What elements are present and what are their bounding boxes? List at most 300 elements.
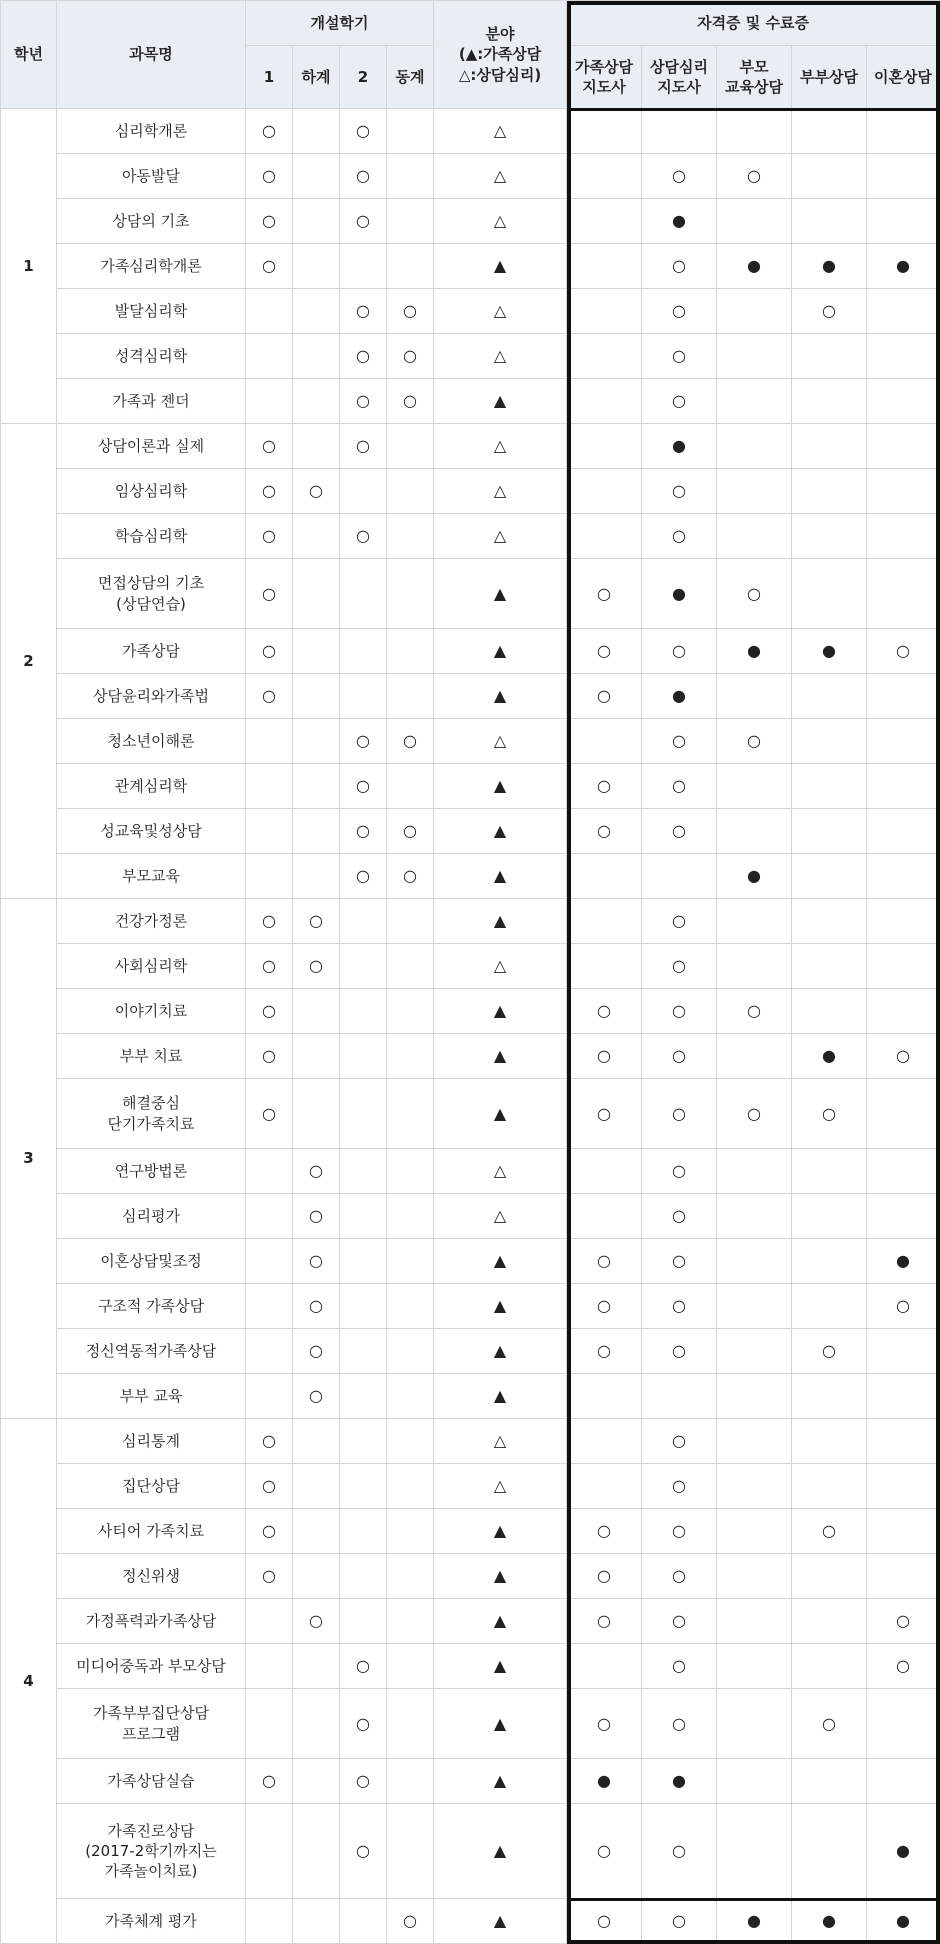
cert-family-counselor-cell	[567, 944, 642, 989]
cert-parent-education-cell	[717, 1464, 792, 1509]
cert-divorce-counseling-cell	[867, 1554, 940, 1599]
sem-1-cell: ○	[246, 469, 293, 514]
course-row	[1, 764, 940, 809]
course-name-cell	[57, 989, 246, 1034]
sem-summer-cell: ○	[293, 469, 340, 514]
sem-winter-cell	[387, 1804, 434, 1899]
sem-1-cell	[246, 289, 293, 334]
cert-divorce-counseling-cell: ○	[867, 1599, 940, 1644]
cert-psych-counselor-cell: ○	[642, 1689, 717, 1759]
course-name-cell	[57, 764, 246, 809]
cert-psych-counselor-cell: ○	[642, 1804, 717, 1899]
sem-2-cell: ○	[340, 1644, 387, 1689]
sem-2-cell: ○	[340, 379, 387, 424]
cert-divorce-counseling-cell	[867, 1329, 940, 1374]
cert-couple-counseling-cell	[792, 854, 867, 899]
sem-winter-cell	[387, 1689, 434, 1759]
course-row	[1, 244, 940, 289]
course-row	[1, 944, 940, 989]
cert-psych-counselor-cell: ○	[642, 244, 717, 289]
course-name-line: 부모교육	[57, 866, 245, 886]
course-name-line: 가족진로상담	[57, 1821, 245, 1841]
sem-1-cell: ○	[246, 514, 293, 559]
cert-psych-counselor-cell: ○	[642, 514, 717, 559]
semester-header-1: 1	[246, 46, 293, 109]
course-name-cell	[57, 1419, 246, 1464]
sem-winter-cell	[387, 674, 434, 719]
field-cell: ▲	[434, 674, 567, 719]
cert-family-counselor-cell: ○	[567, 629, 642, 674]
sem-1-cell: ○	[246, 1464, 293, 1509]
course-name-line: 심리평가	[57, 1206, 245, 1226]
cert-header-parent-education	[717, 46, 792, 109]
cert-parent-education-cell	[717, 1194, 792, 1239]
cert-parent-education-cell	[717, 1759, 792, 1804]
course-name-cell	[57, 199, 246, 244]
sem-winter-cell: ○	[387, 379, 434, 424]
curriculum-body	[1, 109, 940, 1944]
course-row	[1, 1079, 940, 1149]
cert-parent-education-cell: ●	[717, 244, 792, 289]
cert-couple-counseling-cell	[792, 944, 867, 989]
field-cell: △	[434, 154, 567, 199]
cert-psych-counselor-cell: ●	[642, 1759, 717, 1804]
cert-parent-education-cell	[717, 674, 792, 719]
course-row	[1, 719, 940, 764]
course-row	[1, 674, 940, 719]
sem-1-cell	[246, 1899, 293, 1944]
sem-winter-cell	[387, 1759, 434, 1804]
course-name-line: 성교육및성상담	[57, 821, 245, 841]
cert-divorce-counseling-cell	[867, 1509, 940, 1554]
cert-family-counselor-cell	[567, 1374, 642, 1419]
cert-divorce-counseling-cell	[867, 899, 940, 944]
sem-winter-cell	[387, 1079, 434, 1149]
cert-psych-counselor-cell: ○	[642, 1554, 717, 1599]
course-name-line: 가족체계 평가	[57, 1911, 245, 1931]
course-name-line: 부부 교육	[57, 1386, 245, 1406]
cert-psych-counselor-cell: ○	[642, 944, 717, 989]
cert-parent-education-cell	[717, 944, 792, 989]
course-name-cell	[57, 559, 246, 629]
sem-2-cell	[340, 469, 387, 514]
cert-couple-counseling-cell	[792, 1759, 867, 1804]
sem-summer-cell	[293, 1804, 340, 1899]
sem-winter-cell	[387, 424, 434, 469]
course-name-line: 사회심리학	[57, 956, 245, 976]
sem-winter-cell	[387, 1374, 434, 1419]
sem-winter-cell	[387, 1284, 434, 1329]
field-cell: ▲	[434, 559, 567, 629]
cert-parent-education-cell	[717, 1034, 792, 1079]
cert-header-family-counselor	[567, 46, 642, 109]
course-row	[1, 1509, 940, 1554]
course-name-line: (2017-2학기까지는	[57, 1841, 245, 1861]
cert-psych-counselor-cell	[642, 854, 717, 899]
sem-1-cell: ○	[246, 1759, 293, 1804]
sem-1-cell	[246, 1194, 293, 1239]
sem-summer-cell	[293, 244, 340, 289]
field-cell: ▲	[434, 1644, 567, 1689]
sem-2-cell: ○	[340, 109, 387, 154]
course-name-line: 부부 치료	[57, 1046, 245, 1066]
sem-winter-cell	[387, 559, 434, 629]
cert-parent-education-cell	[717, 424, 792, 469]
course-name-line: 성격심리학	[57, 346, 245, 366]
grade-cell: 4	[1, 1419, 57, 1944]
cert-divorce-counseling-cell	[867, 809, 940, 854]
sem-summer-cell	[293, 1899, 340, 1944]
sem-2-cell: ○	[340, 719, 387, 764]
cert-divorce-counseling-cell: ○	[867, 629, 940, 674]
semester-header-winter: 동계	[387, 46, 434, 109]
sem-summer-cell: ○	[293, 944, 340, 989]
cert-header-divorce-counseling: 이혼상담	[867, 46, 940, 109]
cert-family-counselor-cell: ○	[567, 1239, 642, 1284]
cert-parent-education-cell	[717, 514, 792, 559]
sem-summer-cell	[293, 674, 340, 719]
course-name-line: (상담연습)	[57, 594, 245, 614]
cert-psych-counselor-cell: ○	[642, 1464, 717, 1509]
cert-psych-counselor-cell: ○	[642, 719, 717, 764]
course-name-cell	[57, 244, 246, 289]
cert-divorce-counseling-cell	[867, 559, 940, 629]
cert-parent-education-cell: ○	[717, 559, 792, 629]
sem-winter-cell	[387, 629, 434, 674]
course-name-line: 상담윤리와가족법	[57, 686, 245, 706]
sem-winter-cell	[387, 1554, 434, 1599]
course-name-line: 프로그램	[57, 1724, 245, 1744]
cert-psych-counselor-cell: ○	[642, 899, 717, 944]
course-row	[1, 1284, 940, 1329]
course-row	[1, 469, 940, 514]
course-name-cell	[57, 1554, 246, 1599]
cert-psych-counselor-cell: ○	[642, 1239, 717, 1284]
sem-2-cell	[340, 1329, 387, 1374]
course-name-line: 이혼상담및조정	[57, 1251, 245, 1271]
course-name-cell	[57, 1759, 246, 1804]
cert-psych-counselor-cell	[642, 109, 717, 154]
cert-parent-education-cell: ●	[717, 629, 792, 674]
cert-psych-counselor-cell: ○	[642, 1194, 717, 1239]
course-name-line: 임상심리학	[57, 481, 245, 501]
cert-family-counselor-cell	[567, 289, 642, 334]
sem-2-cell	[340, 674, 387, 719]
course-name-line: 이야기치료	[57, 1001, 245, 1021]
cert-parent-education-cell	[717, 1554, 792, 1599]
cert-divorce-counseling-cell	[867, 109, 940, 154]
cert-family-counselor-cell	[567, 379, 642, 424]
course-name-line: 가족과 젠더	[57, 391, 245, 411]
cert-couple-counseling-cell	[792, 424, 867, 469]
semester-group-header: 개설학기	[246, 1, 434, 46]
cert-couple-counseling-cell	[792, 334, 867, 379]
cert-psych-counselor-cell: ○	[642, 764, 717, 809]
sem-winter-cell	[387, 514, 434, 559]
course-name-cell	[57, 1644, 246, 1689]
sem-summer-cell	[293, 1759, 340, 1804]
cert-family-counselor-cell	[567, 1644, 642, 1689]
field-cell: △	[434, 719, 567, 764]
sem-winter-cell: ○	[387, 1899, 434, 1944]
cert-psych-counselor-cell: ○	[642, 154, 717, 199]
sem-winter-cell	[387, 1599, 434, 1644]
cert-couple-counseling-cell	[792, 469, 867, 514]
cert-divorce-counseling-cell	[867, 1194, 940, 1239]
cert-couple-counseling-cell	[792, 1554, 867, 1599]
sem-2-cell: ○	[340, 1759, 387, 1804]
sem-winter-cell: ○	[387, 289, 434, 334]
cert-divorce-counseling-cell: ●	[867, 1804, 940, 1899]
cert-couple-counseling-cell	[792, 1804, 867, 1899]
course-name-line: 가정폭력과가족상담	[57, 1611, 245, 1631]
course-row	[1, 1899, 940, 1944]
course-row	[1, 559, 940, 629]
semester-header-summer: 하계	[293, 46, 340, 109]
cert-divorce-counseling-cell	[867, 514, 940, 559]
cert-divorce-counseling-cell	[867, 424, 940, 469]
sem-1-cell	[246, 1239, 293, 1284]
cert-psych-counselor-cell: ○	[642, 1509, 717, 1554]
cert-parent-education-cell	[717, 334, 792, 379]
cert-psych-counselor-cell	[642, 1374, 717, 1419]
sem-1-cell: ○	[246, 424, 293, 469]
sem-2-cell: ○	[340, 764, 387, 809]
sem-summer-cell	[293, 1034, 340, 1079]
cert-couple-counseling-cell	[792, 719, 867, 764]
course-name-cell	[57, 334, 246, 379]
course-name-line: 단기가족치료	[57, 1114, 245, 1134]
sem-summer-cell	[293, 289, 340, 334]
cert-family-counselor-cell	[567, 199, 642, 244]
cert-family-counselor-cell	[567, 469, 642, 514]
cert-family-counselor-cell: ○	[567, 1804, 642, 1899]
course-row	[1, 989, 940, 1034]
sem-winter-cell	[387, 244, 434, 289]
sem-1-cell	[246, 334, 293, 379]
cert-psych-counselor-cell: ○	[642, 989, 717, 1034]
cert-psych-counselor-cell: ○	[642, 1149, 717, 1194]
sem-1-cell: ○	[246, 109, 293, 154]
cert-family-counselor-cell	[567, 424, 642, 469]
sem-1-cell: ○	[246, 629, 293, 674]
sem-winter-cell	[387, 1329, 434, 1374]
cert-divorce-counseling-cell	[867, 1374, 940, 1419]
course-name-line: 아동발달	[57, 166, 245, 186]
course-name-line: 정신위생	[57, 1566, 245, 1586]
cert-family-counselor-cell: ○	[567, 809, 642, 854]
sem-winter-cell	[387, 1419, 434, 1464]
cert-couple-counseling-cell	[792, 1239, 867, 1284]
cert-parent-education-cell: ○	[717, 1079, 792, 1149]
course-name-line: 가족부부집단상담	[57, 1703, 245, 1723]
field-cell: ▲	[434, 244, 567, 289]
sem-2-cell: ○	[340, 1689, 387, 1759]
field-cell: ▲	[434, 1284, 567, 1329]
field-cell: ▲	[434, 899, 567, 944]
cert-header-line: 가족상담	[567, 57, 641, 77]
sem-1-cell: ○	[246, 899, 293, 944]
course-name-cell	[57, 1599, 246, 1644]
course-name-cell	[57, 629, 246, 674]
cert-family-counselor-cell	[567, 244, 642, 289]
field-cell: ▲	[434, 379, 567, 424]
sem-1-cell: ○	[246, 199, 293, 244]
sem-2-cell	[340, 1554, 387, 1599]
cert-divorce-counseling-cell: ○	[867, 1034, 940, 1079]
cert-psych-counselor-cell: ○	[642, 1899, 717, 1944]
course-row	[1, 199, 940, 244]
cert-couple-counseling-cell	[792, 1644, 867, 1689]
field-header-line1: 분야	[434, 24, 566, 44]
course-name-line: 가족상담실습	[57, 1771, 245, 1791]
sem-summer-cell	[293, 379, 340, 424]
field-cell: ▲	[434, 809, 567, 854]
sem-summer-cell	[293, 1509, 340, 1554]
sem-2-cell	[340, 1899, 387, 1944]
sem-1-cell	[246, 719, 293, 764]
cert-family-counselor-cell: ○	[567, 1284, 642, 1329]
sem-2-cell	[340, 629, 387, 674]
cert-header-couple-counseling: 부부상담	[792, 46, 867, 109]
sem-winter-cell	[387, 944, 434, 989]
course-row	[1, 1644, 940, 1689]
cert-divorce-counseling-cell	[867, 1149, 940, 1194]
cert-couple-counseling-cell	[792, 199, 867, 244]
course-name-cell	[57, 944, 246, 989]
sem-2-cell	[340, 1034, 387, 1079]
cert-header-line: 교육상담	[717, 77, 791, 97]
cert-divorce-counseling-cell	[867, 944, 940, 989]
cert-family-counselor-cell: ○	[567, 1034, 642, 1079]
field-cell: △	[434, 944, 567, 989]
cert-psych-counselor-cell: ○	[642, 379, 717, 424]
cert-couple-counseling-cell	[792, 989, 867, 1034]
cert-header-line: 상담심리	[642, 57, 716, 77]
grade-cell: 1	[1, 109, 57, 424]
course-name-cell	[57, 469, 246, 514]
cert-parent-education-cell	[717, 1284, 792, 1329]
cert-divorce-counseling-cell	[867, 1689, 940, 1759]
cert-couple-counseling-cell: ○	[792, 1329, 867, 1374]
cert-parent-education-cell: ●	[717, 854, 792, 899]
sem-summer-cell: ○	[293, 899, 340, 944]
course-row	[1, 1759, 940, 1804]
sem-1-cell: ○	[246, 1419, 293, 1464]
field-cell: △	[434, 334, 567, 379]
cert-family-counselor-cell: ○	[567, 674, 642, 719]
cert-couple-counseling-cell	[792, 154, 867, 199]
sem-summer-cell	[293, 1464, 340, 1509]
cert-psych-counselor-cell: ●	[642, 559, 717, 629]
cert-divorce-counseling-cell	[867, 989, 940, 1034]
sem-summer-cell	[293, 854, 340, 899]
sem-winter-cell: ○	[387, 719, 434, 764]
course-name-cell	[57, 154, 246, 199]
sem-winter-cell: ○	[387, 809, 434, 854]
cert-parent-education-cell	[717, 109, 792, 154]
cert-divorce-counseling-cell	[867, 469, 940, 514]
cert-divorce-counseling-cell	[867, 1079, 940, 1149]
cert-divorce-counseling-cell	[867, 334, 940, 379]
sem-summer-cell	[293, 1689, 340, 1759]
cert-couple-counseling-cell: ○	[792, 1079, 867, 1149]
field-cell: △	[434, 289, 567, 334]
course-row	[1, 1149, 940, 1194]
course-name-cell	[57, 899, 246, 944]
sem-2-cell	[340, 1374, 387, 1419]
cert-family-counselor-cell	[567, 154, 642, 199]
cert-couple-counseling-cell: ●	[792, 1899, 867, 1944]
sem-summer-cell: ○	[293, 1149, 340, 1194]
field-cell: ▲	[434, 1804, 567, 1899]
sem-2-cell: ○	[340, 289, 387, 334]
course-name-cell	[57, 1149, 246, 1194]
field-cell: △	[434, 199, 567, 244]
course-row	[1, 1554, 940, 1599]
cert-psych-counselor-cell: ○	[642, 1644, 717, 1689]
sem-summer-cell	[293, 764, 340, 809]
grade-header: 학년	[1, 1, 57, 109]
cert-family-counselor-cell: ○	[567, 1899, 642, 1944]
sem-2-cell: ○	[340, 514, 387, 559]
sem-2-cell	[340, 244, 387, 289]
course-row	[1, 154, 940, 199]
cert-couple-counseling-cell	[792, 1374, 867, 1419]
field-cell: ▲	[434, 1689, 567, 1759]
sem-winter-cell	[387, 469, 434, 514]
field-cell: ▲	[434, 1759, 567, 1804]
course-row	[1, 1419, 940, 1464]
cert-parent-education-cell: ○	[717, 989, 792, 1034]
cert-psych-counselor-cell: ○	[642, 809, 717, 854]
grade-cell: 3	[1, 899, 57, 1419]
cert-family-counselor-cell: ○	[567, 764, 642, 809]
course-row	[1, 1194, 940, 1239]
course-name-line: 건강가정론	[57, 911, 245, 931]
sem-summer-cell	[293, 989, 340, 1034]
sem-summer-cell	[293, 109, 340, 154]
course-row	[1, 1599, 940, 1644]
cert-parent-education-cell	[717, 469, 792, 514]
course-name-cell	[57, 379, 246, 424]
cert-couple-counseling-cell	[792, 1194, 867, 1239]
sem-2-cell: ○	[340, 334, 387, 379]
cert-family-counselor-cell	[567, 1194, 642, 1239]
cert-couple-counseling-cell: ○	[792, 1509, 867, 1554]
course-name-line: 심리학개론	[57, 121, 245, 141]
course-row	[1, 899, 940, 944]
course-name-line: 가족놀이치료)	[57, 1861, 245, 1881]
sem-1-cell	[246, 1374, 293, 1419]
sem-winter-cell	[387, 1464, 434, 1509]
course-row	[1, 1329, 940, 1374]
sem-1-cell	[246, 1804, 293, 1899]
course-row	[1, 109, 940, 154]
course-name-line: 구조적 가족상담	[57, 1296, 245, 1316]
cert-psych-counselor-cell: ○	[642, 1284, 717, 1329]
cert-psych-counselor-cell: ○	[642, 1034, 717, 1079]
cert-parent-education-cell: ○	[717, 154, 792, 199]
sem-winter-cell	[387, 899, 434, 944]
cert-couple-counseling-cell	[792, 559, 867, 629]
sem-2-cell: ○	[340, 1804, 387, 1899]
sem-2-cell: ○	[340, 199, 387, 244]
course-name-line: 가족심리학개론	[57, 256, 245, 276]
sem-1-cell	[246, 1284, 293, 1329]
sem-2-cell	[340, 1419, 387, 1464]
cert-family-counselor-cell: ○	[567, 1689, 642, 1759]
